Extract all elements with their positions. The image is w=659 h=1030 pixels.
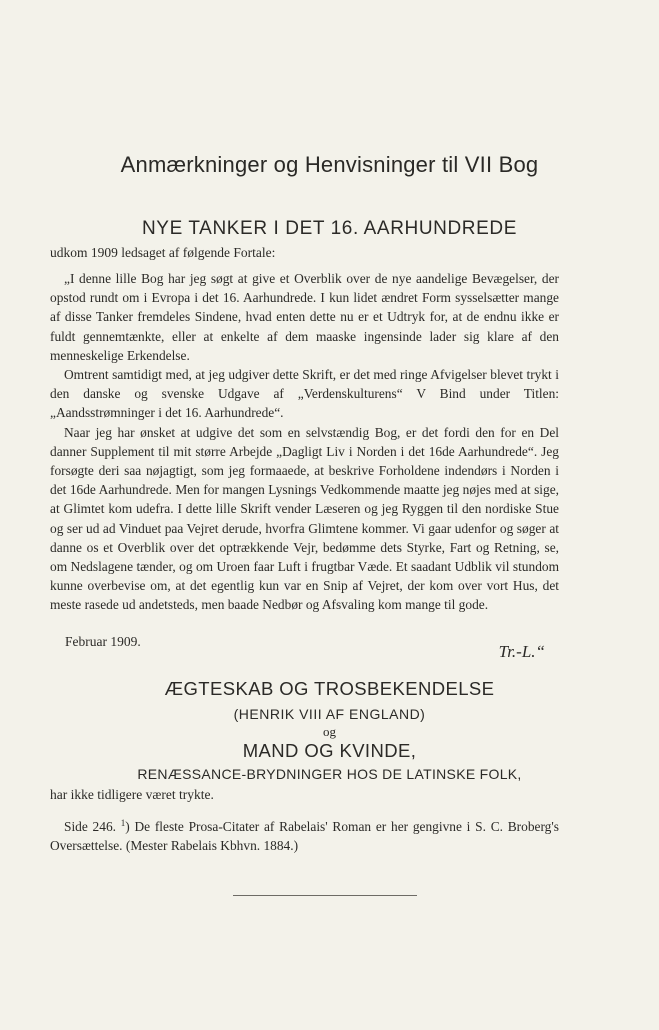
footnote-text: ) De fleste Prosa-Citater af Rabelais' Roman er her gengivne i S. C. Broberg's Oversættelse. (Mester Rabelais Kbhvn. 1884.) [50,819,559,854]
preface-date: Februar 1909. [65,634,141,649]
footnote-lead: Side 246. [64,819,121,834]
section-connector: og [323,724,336,739]
preface-paragraph-2: Omtrent samtidigt med, at jeg udgiver dette Skrift, er det med ringe Afvigelser blevet trykt i den danske og svenske Udgave af „Verdenskulturens“ V Bind under Titlen: „Aandsstrømninger i det 16. Aarhundrede“. [50,367,559,421]
preface-paragraph-1: „I denne lille Bog har jeg søgt at give et Overblik over de nye aandelige Bevægelser, der opstod rundt om i Evropa i det 16. Aarhundrede. I kun lidet ændret Form sysselsætter mange af disse Tanker fremdeles Sindene, hvad enten dette nu er et Udtryk for, at de endnu ikke er fuldt gennemtænkte, eller at enkelte af dem maaske ingensinde lader sig klare af den menneskelige Erkendelse. [50,271,559,363]
closing-rule [233,895,417,896]
footnote-marker: 1 [120,818,126,828]
page-title: Anmærkninger og Henvisninger til VII Bog [120,152,539,177]
footnote-paragraph [50,817,559,855]
section-heading-nye-tanker: NYE TANKER I DET 16. AARHUNDREDE [141,218,517,239]
section-subheading-henrik: (HENRIK VIII AF ENGLAND) [233,706,426,722]
section-subheading-renaessance: RENÆSSANCE-BRYDNINGER HOS DE LATINSKE FOLK, [137,766,522,782]
section-intro: udkom 1909 ledsaget af følgende Fortale: [50,245,276,260]
signature-row [65,634,545,664]
preface-signature: Tr.-L.“ [498,642,545,661]
section-heading-aegteskab: ÆGTESKAB OG TROSBEKENDELSE [164,678,495,699]
preface-paragraph-3: Naar jeg har ønsket at udgive det som en selvstændig Bog, er det fordi den for en Del danner Supplement til mit større Arbejde „Dagligt Liv i Norden i det 16de Aarhundrede“. Jeg forsøgte deri saa nøjagtigt, som jeg formaaede, at beskrive Forholdene indendørs i Norden i det 16de Aarhundrede. Men for mangen Lysnings Vedkommende maatte jeg nøjes med at sige, at Glimtet kom udefra. I dette lille Skrift vender Læseren og jeg Ryggen til den nordiske Stue og ser ud ad Vinduet paa Vejret derude, hvorfra Glimtene kommer. Vi gaar udenfor og søger at danne os et Overblik over det optrækkende Vejr, bedømme dets Styrke, Fart og Retning, se, om Nedslagene tænder, og om Uroen faar Luft i frugtbar Væde. Et saadant Udblik vil stundom kunne overbevise om, at det egentlig kun var en Snip af Vejret, der kom over vort Hus, det meste rasede ud andetsteds, men baade Nedbør og Afsvaling kom mange til gode. [50,424,559,613]
section-note: har ikke tidligere været trykte. [50,787,214,802]
preface-text [50,269,559,615]
footnote [50,817,559,855]
section-heading-mand-og-kvinde: MAND OG KVINDE, [242,740,417,761]
